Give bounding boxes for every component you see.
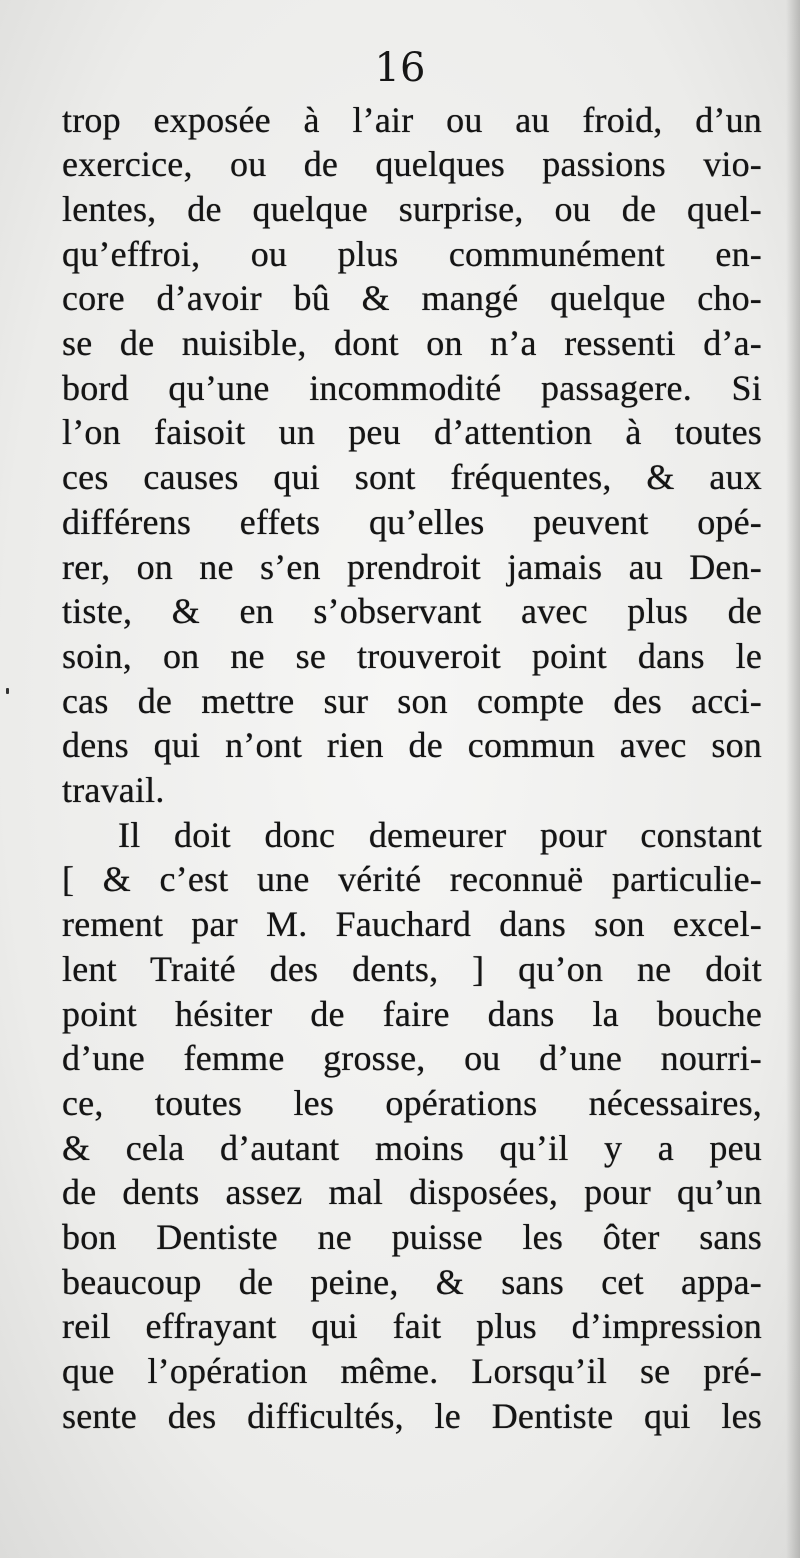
text-line: beaucoup de peine, & sans cet appa- <box>62 1262 762 1302</box>
text-line: l’on faisoit un peu d’attention à toutes <box>62 412 762 452</box>
text-line: lentes, de quelque surprise, ou de quel- <box>62 189 762 229</box>
text-line: d’une femme grosse, ou d’une nourri- <box>62 1038 762 1078</box>
text-line: ces causes qui sont fréquentes, & aux <box>62 457 762 497</box>
page-edge-shadow <box>786 0 800 1558</box>
text-line: rer, on ne s’en prendroit jamais au Den- <box>62 547 762 587</box>
text-line: dens qui n’ont rien de commun avec son <box>62 725 762 765</box>
text-line: différens effets qu’elles peuvent opé- <box>62 502 762 542</box>
text-line: que l’opération même. Lorsqu’il se pré- <box>62 1351 762 1391</box>
text-line: & cela d’autant moins qu’il y a peu <box>62 1128 762 1168</box>
text-line: cas de mettre sur son compte des acci- <box>62 681 762 721</box>
page-number: 16 <box>374 45 426 91</box>
paragraph-first-line: Il doit donc demeurer pour constant <box>118 815 762 855</box>
text-line: se de nuisible, dont on n’a ressenti d’a- <box>62 323 762 363</box>
text-line: ce, toutes les opérations nécessaires, <box>62 1083 762 1123</box>
text-line: reil effrayant qui fait plus d’impression <box>62 1306 762 1346</box>
text-line: [ & c’est une vérité reconnuë particulie- <box>62 859 762 899</box>
text-line: de dents assez mal disposées, pour qu’un <box>62 1172 762 1212</box>
text-line: lent Traité des dents, ] qu’on ne doit <box>62 949 762 989</box>
text-line: bord qu’une incommodité passagere. Si <box>62 368 762 408</box>
text-line: core d’avoir bû & mangé quelque cho- <box>62 278 762 318</box>
paper-speck <box>6 688 9 694</box>
text-line: point hésiter de faire dans la bouche <box>62 994 762 1034</box>
text-line: exercice, ou de quelques passions vio- <box>62 144 762 184</box>
text-line: rement par M. Fauchard dans son excel- <box>62 904 762 944</box>
text-line: qu’effroi, ou plus communément en- <box>62 234 762 274</box>
text-line: trop exposée à l’air ou au froid, d’un <box>62 100 762 140</box>
text-line: bon Dentiste ne puisse les ôter sans <box>62 1217 762 1257</box>
text-line: soin, on ne se trouveroit point dans le <box>62 636 762 676</box>
text-line: travail. <box>62 770 165 810</box>
text-line: sente des difficultés, le Dentiste qui les <box>62 1396 762 1436</box>
text-line: tiste, & en s’observant avec plus de <box>62 591 762 631</box>
